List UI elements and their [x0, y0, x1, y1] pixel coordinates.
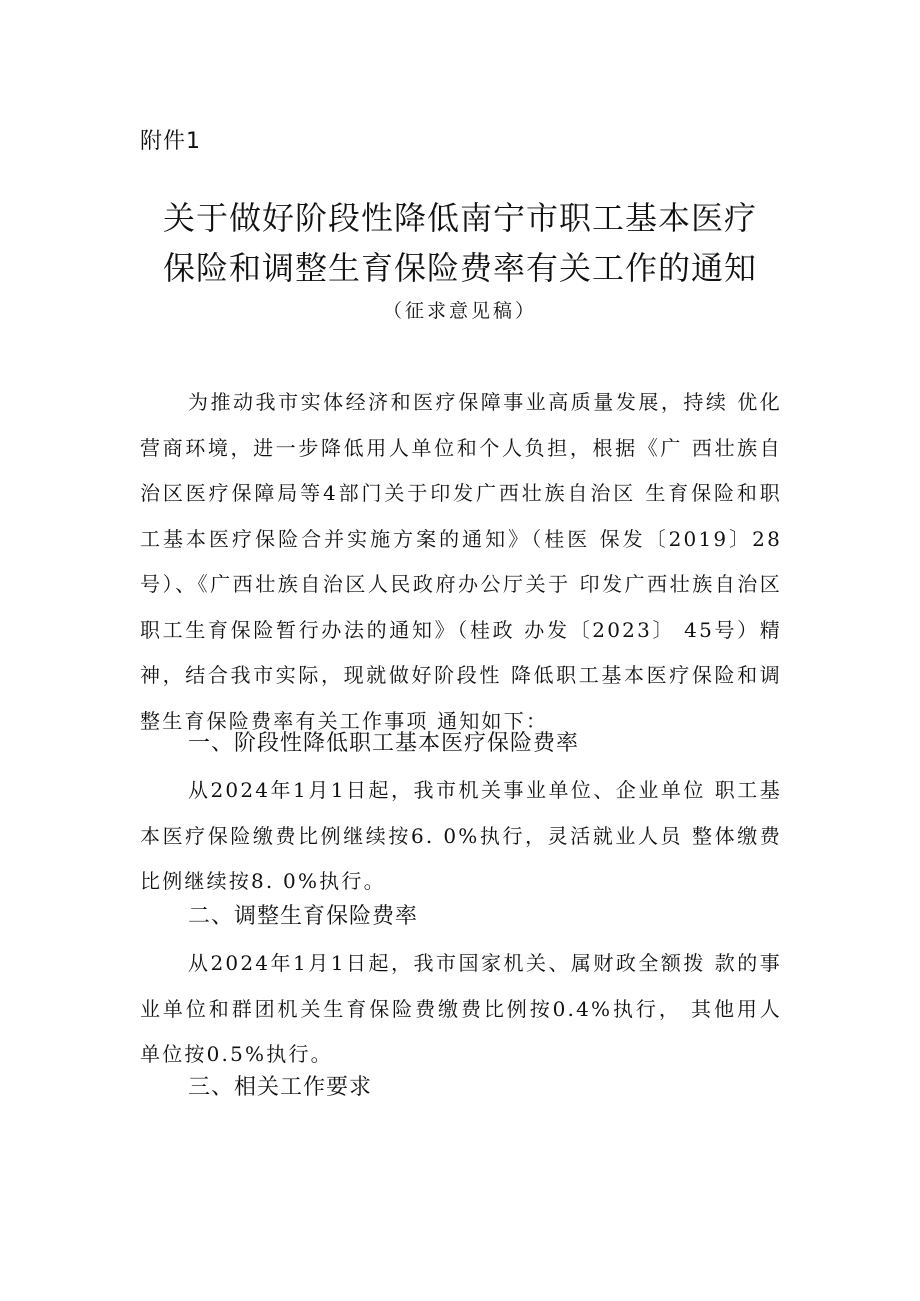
section-1-body	[140, 768, 782, 905]
document-title-line-2: 保险和调整生育保险费率有关工作的通知	[162, 249, 757, 287]
intro-paragraph: 为推动我市实体经济和医疗保障事业高质量发展，持续 优化营商环境，进一步降低用人单位和个人负担，根据《广 西壮族自治区医疗保障局等4部门关于印发广西壮族自治区 生育保险和职工基本医疗保险合并实施方案的通知》（桂医 保发〔2019〕28号）、《广西壮族自治区人民政府办公厅关于 印发广西壮族自治区职工生育保险暂行办法的通知》（桂政 办发〔2023〕 45号）精神，结合我市实际，现就做好阶段性 降低职工基本医疗保险和调整生育保险费率有关工作事项 通知如下：	[140, 390, 782, 733]
section-1-paragraph: 从2024年1月1日起，我市机关事业单位、企业单位 职工基本医疗保险缴费比例继续按6. 0%执行，灵活就业人员 整体缴费比例继续按8. 0%执行。	[140, 778, 782, 893]
intro-section	[140, 380, 782, 744]
document-subtitle: （征求意见稿）	[382, 300, 537, 322]
section-2-paragraph: 从2024年1月1日起，我市国家机关、属财政全额拨 款的事业单位和群团机关生育保险费缴费比例按0.4%执行， 其他用人单位按0.5%执行。	[140, 951, 782, 1066]
section-3-heading: 三、相关工作要求	[188, 1075, 373, 1100]
document-title-line-1: 关于做好阶段性降低南宁市职工基本医疗	[162, 199, 757, 237]
section-1-heading: 一、阶段性降低职工基本医疗保险费率	[188, 731, 580, 756]
section-2-heading: 二、调整生育保险费率	[188, 904, 419, 929]
section-2-body	[140, 941, 782, 1078]
attachment-label: 附件1	[140, 129, 201, 154]
